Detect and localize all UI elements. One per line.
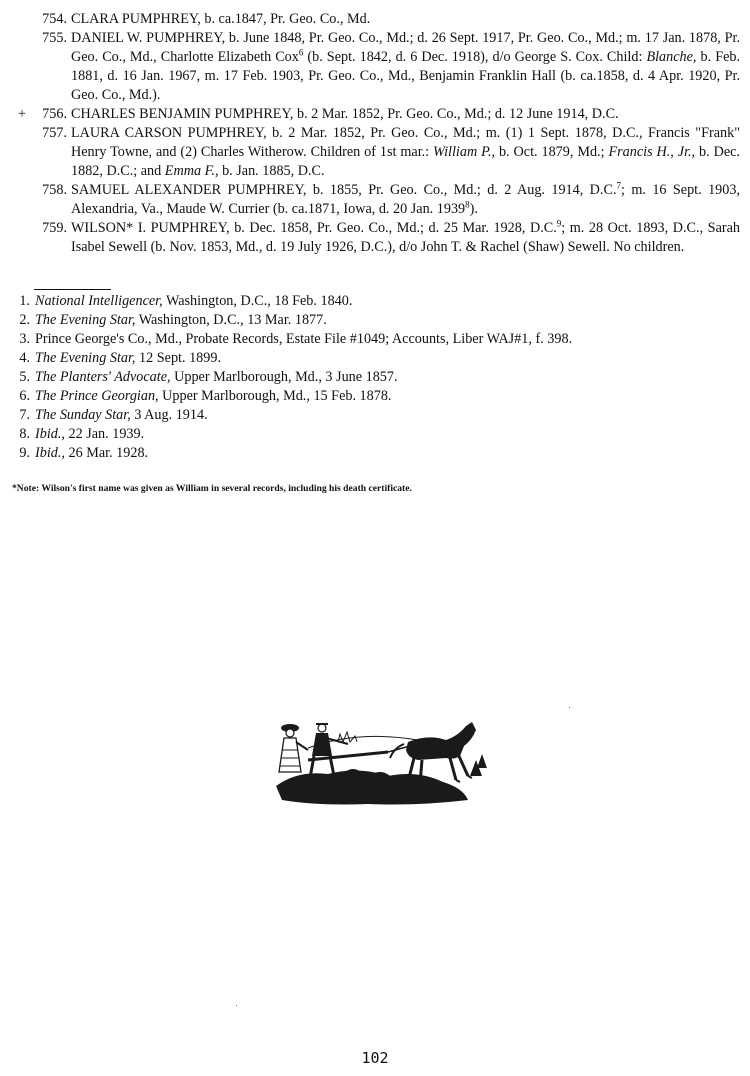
footnote bbox=[0, 292, 740, 311]
footnote bbox=[0, 406, 740, 425]
print-speck bbox=[569, 707, 570, 708]
text-run: 22 Jan. 1939. bbox=[64, 426, 145, 442]
footnote-text bbox=[35, 426, 144, 442]
italic-text: The Evening Star, bbox=[35, 312, 136, 328]
footnote-text bbox=[35, 312, 327, 328]
text-run: Prince George's Co., Md., Probate Records, Estate File #1049; Accounts, Liber WAJ#1, f. 398. bbox=[35, 331, 573, 347]
italic-text: Francis H., Jr., bbox=[608, 144, 696, 160]
entry-marker: + bbox=[17, 106, 26, 122]
entry-number: 759. bbox=[42, 220, 67, 236]
text-run: 3 Aug. 1914. bbox=[130, 407, 208, 423]
entry-text bbox=[71, 105, 740, 124]
genealogy-entries bbox=[0, 10, 740, 257]
italic-text: Ibid., bbox=[35, 445, 65, 461]
page-number: 102 bbox=[361, 1049, 389, 1067]
footnote-text bbox=[35, 369, 398, 385]
footnote-ref: 8 bbox=[465, 199, 470, 210]
text-run: ; m. 28 Oct. 1893, D.C., Sarah Isabel Sewell (b. Nov. 1853, Md., d. 19 July 1926, D.C.), d/o John T. & Rachel (Shaw) Sewell. No children. bbox=[71, 220, 740, 255]
text-run: DANIEL W. PUMPHREY, b. June 1848, Pr. Geo. Co., Md.; d. 26 Sept. 1917, Pr. Geo. Co., Md.; m. 17 Jan. 1878, Pr. Geo. Co., Md., Charlotte Elizabeth Cox bbox=[71, 30, 740, 65]
text-run: b. Dec. 1882, D.C.; and bbox=[71, 144, 740, 179]
entry-number: 754. bbox=[42, 11, 67, 27]
text-run: b. Oct. 1879, Md.; bbox=[495, 144, 609, 160]
footnote-ref: 6 bbox=[298, 47, 304, 58]
farm-harvest-vignette-icon bbox=[268, 700, 498, 820]
footnote-ref: 9 bbox=[556, 218, 562, 229]
entry-text bbox=[71, 10, 740, 29]
footnote-number: 2. bbox=[19, 312, 30, 328]
genealogy-entry bbox=[0, 105, 740, 124]
genealogy-entry bbox=[0, 219, 740, 257]
footnote-number: 1. bbox=[19, 293, 30, 309]
entry-text bbox=[71, 181, 740, 219]
text-run: Upper Marlborough, Md., 15 Feb. 1878. bbox=[158, 388, 392, 404]
italic-text: Ibid., bbox=[35, 426, 65, 442]
text-run: ; m. 16 Sept. 1903, Alexandria, Va., Maude W. Currier (b. ca.1871, Iowa, d. 20 Jan. 1939 bbox=[71, 182, 740, 217]
footnote-text bbox=[35, 388, 391, 404]
text-run: 12 Sept. 1899. bbox=[135, 350, 222, 366]
entry-number: 758. bbox=[42, 182, 67, 198]
footnote-number: 3. bbox=[19, 331, 30, 347]
footnote-ref: 7 bbox=[616, 180, 621, 191]
text-run: CLARA PUMPHREY, b. ca.1847, Pr. Geo. Co., Md. bbox=[71, 11, 371, 27]
footnote bbox=[0, 330, 740, 349]
footnote bbox=[0, 311, 740, 330]
genealogy-entry bbox=[0, 181, 740, 219]
italic-text: The Evening Star, bbox=[35, 350, 136, 366]
text-run: SAMUEL ALEXANDER PUMPHREY, b. 1855, Pr. Geo. Co., Md.; d. 2 Aug. 1914, D.C. bbox=[71, 182, 617, 198]
footnote-divider bbox=[34, 289, 111, 290]
footnote bbox=[0, 425, 740, 444]
footnote-number: 9. bbox=[19, 445, 30, 461]
italic-text: The Sunday Star, bbox=[35, 407, 131, 423]
footnote-text bbox=[35, 407, 208, 423]
entry-number: 757. bbox=[42, 125, 67, 141]
footnote-text bbox=[35, 350, 221, 366]
italic-text: William P., bbox=[433, 144, 496, 160]
text-run: LAURA CARSON PUMPHREY, b. 2 Mar. 1852, Pr. Geo. Co., Md.; m. (1) 1 Sept. 1878, D.C., Francis "Frank" Henry Towne, and (2) Charles Witherow. Children of 1st mar.: bbox=[71, 125, 740, 160]
italic-text: The Planters' Advocate, bbox=[35, 369, 171, 385]
text-run: Washington, D.C., 18 Feb. 1840. bbox=[162, 293, 353, 309]
footnote bbox=[0, 444, 740, 463]
text-run: ). bbox=[469, 201, 478, 217]
footnote-text bbox=[35, 331, 572, 347]
footnote-number: 6. bbox=[19, 388, 30, 404]
text-run: CHARLES BENJAMIN PUMPHREY, b. 2 Mar. 1852, Pr. Geo. Co., Md.; d. 12 June 1914, D.C. bbox=[71, 106, 619, 122]
footnotes-list bbox=[0, 292, 740, 463]
italic-text: National Intelligencer, bbox=[35, 293, 163, 309]
footnote-number: 4. bbox=[19, 350, 30, 366]
entry-number: 755. bbox=[42, 30, 67, 46]
genealogy-entry bbox=[0, 124, 740, 181]
italic-text: Blanche, bbox=[646, 49, 697, 65]
wilson-name-note: *Note: Wilson's first name was given as William in several records, including his death certificate. bbox=[12, 483, 412, 494]
text-run: WILSON* I. PUMPHREY, b. Dec. 1858, Pr. Geo. Co., Md.; d. 25 Mar. 1928, D.C. bbox=[71, 220, 557, 236]
text-run: Washington, D.C., 13 Mar. 1877. bbox=[135, 312, 327, 328]
footnote bbox=[0, 349, 740, 368]
footnote bbox=[0, 368, 740, 387]
footnote-text bbox=[35, 445, 148, 461]
text-run: Upper Marlborough, Md., 3 June 1857. bbox=[170, 369, 398, 385]
text-run: b. Feb. 1881, d. 16 Jan. 1967, m. 17 Feb. 1903, Pr. Geo. Co., Md., Benjamin Franklin Hall (b. ca.1858, d. 4 Apr. 1920, Pr. Geo. Co., Md.). bbox=[71, 49, 741, 103]
text-run: b. Jan. 1885, D.C. bbox=[218, 163, 325, 179]
italic-text: The Prince Georgian, bbox=[35, 388, 159, 404]
genealogy-entry bbox=[0, 29, 740, 105]
footnote-number: 8. bbox=[19, 426, 30, 442]
italic-text: Emma F., bbox=[164, 163, 219, 179]
entry-text bbox=[71, 29, 740, 105]
footnote-number: 5. bbox=[19, 369, 30, 385]
genealogy-entry bbox=[0, 10, 740, 29]
footnote-text bbox=[35, 293, 352, 309]
footnote-number: 7. bbox=[19, 407, 30, 423]
entry-text bbox=[71, 124, 740, 181]
text-run: (b. Sept. 1842, d. 6 Dec. 1918), d/o George S. Cox. Child: bbox=[303, 49, 647, 65]
text-run: 26 Mar. 1928. bbox=[64, 445, 149, 461]
print-speck bbox=[236, 1005, 237, 1006]
entry-number: 756. bbox=[42, 106, 67, 122]
footnote bbox=[0, 387, 740, 406]
entry-text bbox=[71, 219, 740, 257]
